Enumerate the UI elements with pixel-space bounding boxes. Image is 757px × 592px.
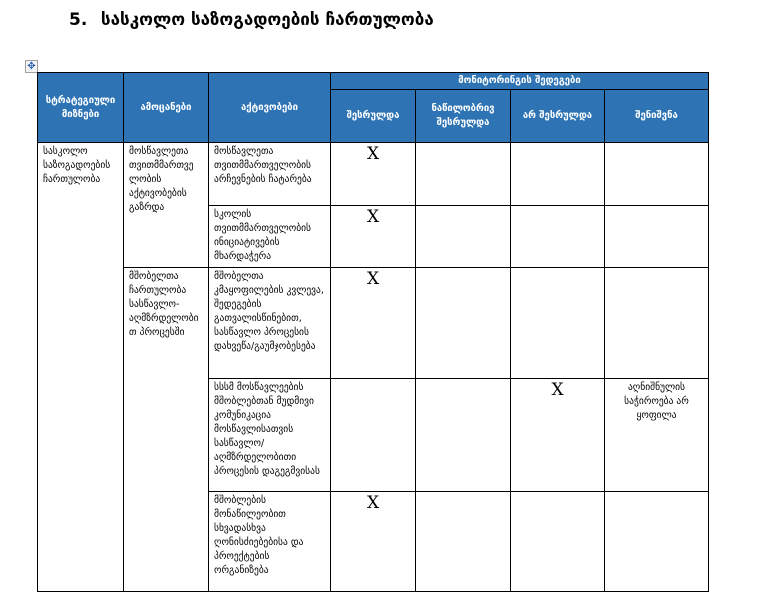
not-done-cell: [511, 492, 605, 592]
not-done-cell: [511, 143, 605, 206]
section-number: 5.: [69, 10, 88, 30]
header-partial: ნაწილობრივ შესრულდა: [416, 90, 511, 143]
done-cell: [331, 268, 416, 379]
done-mark: X: [366, 144, 380, 164]
activity-cell: სსსმ მოსწავლეების მშობლებთან მუდმივი კომუნიკაცია მოსწავლისათვის სასწავლო/აღმზრდელობითი პროცესის დაგეგმვისას: [209, 379, 331, 492]
done-mark: X: [366, 493, 380, 513]
task-cell: მოსწავლეთა თვითმმართველობის აქტივობების გაზრდა: [124, 143, 209, 268]
not-done-cell: [511, 379, 605, 492]
move-arrows-icon[interactable]: ✥: [25, 60, 38, 73]
header-not-done: არ შესრულდა: [511, 90, 605, 143]
not-done-cell: [511, 206, 605, 268]
done-cell: [331, 379, 416, 492]
partial-cell: [416, 268, 511, 379]
header-tasks: ამოცანები: [124, 73, 209, 143]
remark-cell: [605, 492, 709, 592]
remark-text: აღნიშნულის საჭიროება არ ყოფილა: [624, 382, 689, 421]
header-remark: შენიშვნა: [605, 90, 709, 143]
partial-cell: [416, 143, 511, 206]
table-row: [38, 143, 709, 206]
task-cell: მშობელთა ჩართულობა სასწავლო-აღმზრდელობით პროცესში: [124, 268, 209, 592]
done-cell: [331, 492, 416, 592]
remark-cell: [605, 268, 709, 379]
section-title: სასკოლო საზოგადოების ჩართულობა: [100, 10, 434, 30]
remark-cell: [605, 206, 709, 268]
header-goals: სტრატეგიული მიზნები: [38, 73, 124, 143]
not-done-mark: X: [551, 380, 564, 400]
activity-cell: მშობელთა კმაყოფილების კვლევა, შედეგების გათვალისწინებით, სასწავლო პროცესის დახვეწა/გაუმჯობესება: [209, 268, 331, 379]
done-cell: [331, 143, 416, 206]
done-cell: [331, 206, 416, 268]
done-mark: X: [366, 207, 380, 227]
section-heading: [69, 10, 434, 30]
header-monitoring-results: მონიტორინგის შედეგები: [331, 73, 709, 90]
header-done: შესრულდა: [331, 90, 416, 143]
remark-cell: [605, 379, 709, 492]
goal-cell: სასკოლო საზოგადოების ჩართულობა: [38, 143, 124, 592]
monitoring-table: [37, 72, 709, 592]
header-activities: აქტივობები: [209, 73, 331, 143]
activity-cell: მოსწავლეთა თვითმმართველობის არჩევნების ჩატარება: [209, 143, 331, 206]
remark-cell: [605, 143, 709, 206]
partial-cell: [416, 206, 511, 268]
partial-cell: [416, 379, 511, 492]
not-done-cell: [511, 268, 605, 379]
activity-cell: მშობლების მონაწილეობით სხვადასხვა ღონისძიებებისა და პროექტების ორგანიზება: [209, 492, 331, 592]
done-mark: X: [366, 269, 380, 289]
activity-cell: სკოლის თვითმმართველობის ინიციატივების მხარდაჭერა: [209, 206, 331, 268]
table-row: [38, 268, 709, 379]
partial-cell: [416, 492, 511, 592]
